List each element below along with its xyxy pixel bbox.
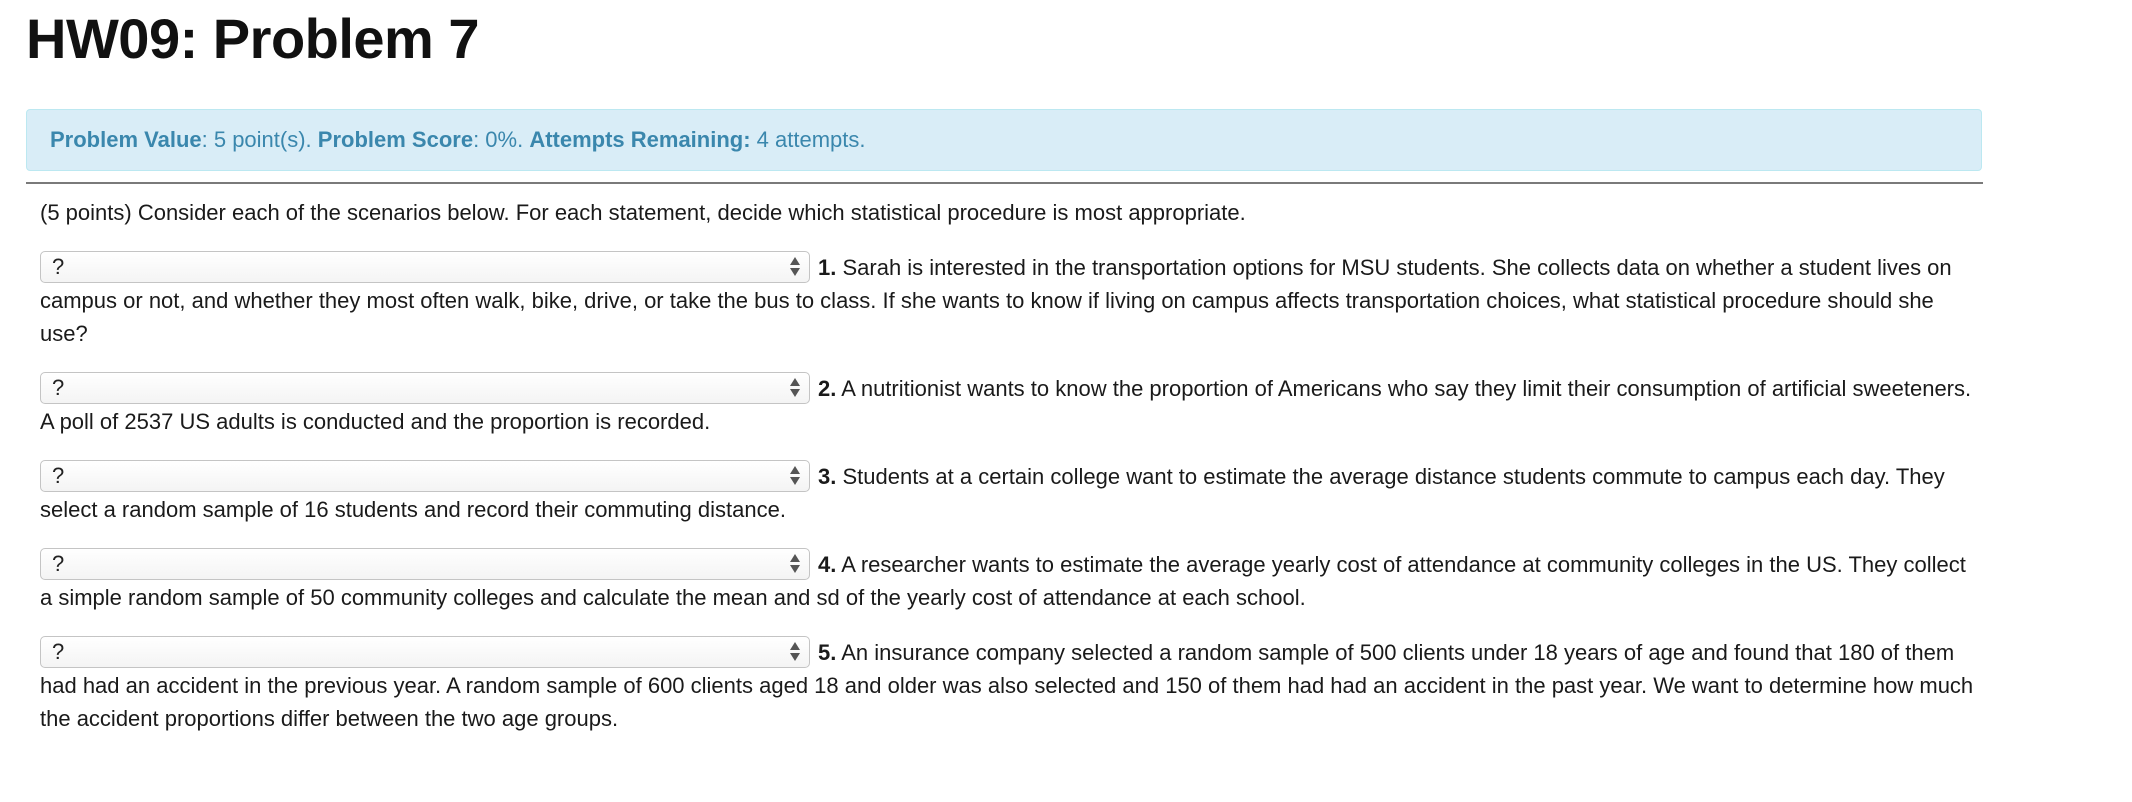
problem-status-alert: [26, 109, 1982, 171]
procedure-select-3[interactable]: [40, 460, 810, 492]
scenario-number: 5.: [818, 640, 837, 665]
scenario-1: [40, 251, 1980, 350]
select-value: ?: [52, 254, 65, 280]
select-value: ?: [52, 639, 65, 665]
select-arrows-icon: [789, 465, 801, 487]
scenario-3: [40, 460, 1980, 526]
scenario-number: 1.: [818, 255, 837, 280]
scenario-text: Students at a certain college want to estimate the average distance students commute to campus each day. They select a random sample of 16 students and record their commuting distance.: [40, 464, 1945, 522]
select-value: ?: [52, 463, 65, 489]
procedure-select-1[interactable]: [40, 251, 810, 283]
select-arrows-icon: [789, 377, 801, 399]
select-value: ?: [52, 551, 65, 577]
scenario-number: 3.: [818, 464, 837, 489]
attempts-remaining-label: Attempts Remaining:: [529, 127, 751, 152]
select-value: ?: [52, 375, 65, 401]
problem-value-label: Problem Value: [50, 127, 202, 152]
scenario-number: 2.: [818, 376, 837, 401]
procedure-select-2[interactable]: [40, 372, 810, 404]
attempts-remaining-text: 4 attempts.: [750, 127, 866, 152]
problem-body: [40, 196, 1980, 757]
scenario-text: An insurance company selected a random sample of 500 clients under 18 years of age and found that 180 of them had had an accident in the previous year. A random sample of 600 clients aged 18 and older was also selected and 150 of them had had an accident in the past year. We want to determine how much the accident proportions differ between the two age groups.: [40, 640, 1974, 731]
divider: [26, 182, 1983, 184]
scenario-text: A nutritionist wants to know the proportion of Americans who say they limit their consumption of artificial sweeteners. A poll of 2537 US adults is conducted and the proportion is recorded.: [40, 376, 1972, 434]
problem-score-text: : 0%.: [473, 127, 530, 152]
select-arrows-icon: [789, 256, 801, 278]
scenario-4: [40, 548, 1980, 614]
procedure-select-5[interactable]: [40, 636, 810, 668]
scenario-2: [40, 372, 1980, 438]
scenario-number: 4.: [818, 552, 837, 577]
scenario-text: A researcher wants to estimate the average yearly cost of attendance at community colleges in the US. They collect a simple random sample of 50 community colleges and calculate the mean and sd of the yearly cost of attendance at each school.: [40, 552, 1966, 610]
scenario-text: Sarah is interested in the transportation options for MSU students. She collects data on whether a student lives on campus or not, and whether they most often walk, bike, drive, or take the bus to class. If she wants to know if living on campus affects transportation choices, what statistical procedure should she use?: [40, 255, 1952, 346]
procedure-select-4[interactable]: [40, 548, 810, 580]
scenario-5: [40, 636, 1980, 735]
page-title: HW09: Problem 7: [26, 7, 480, 70]
problem-intro: (5 points) Consider each of the scenarios below. For each statement, decide which statistical procedure is most appropriate.: [40, 200, 1246, 225]
problem-score-label: Problem Score: [317, 127, 474, 152]
select-arrows-icon: [789, 553, 801, 575]
problem-value-text: : 5 point(s).: [201, 127, 318, 152]
select-arrows-icon: [789, 641, 801, 663]
